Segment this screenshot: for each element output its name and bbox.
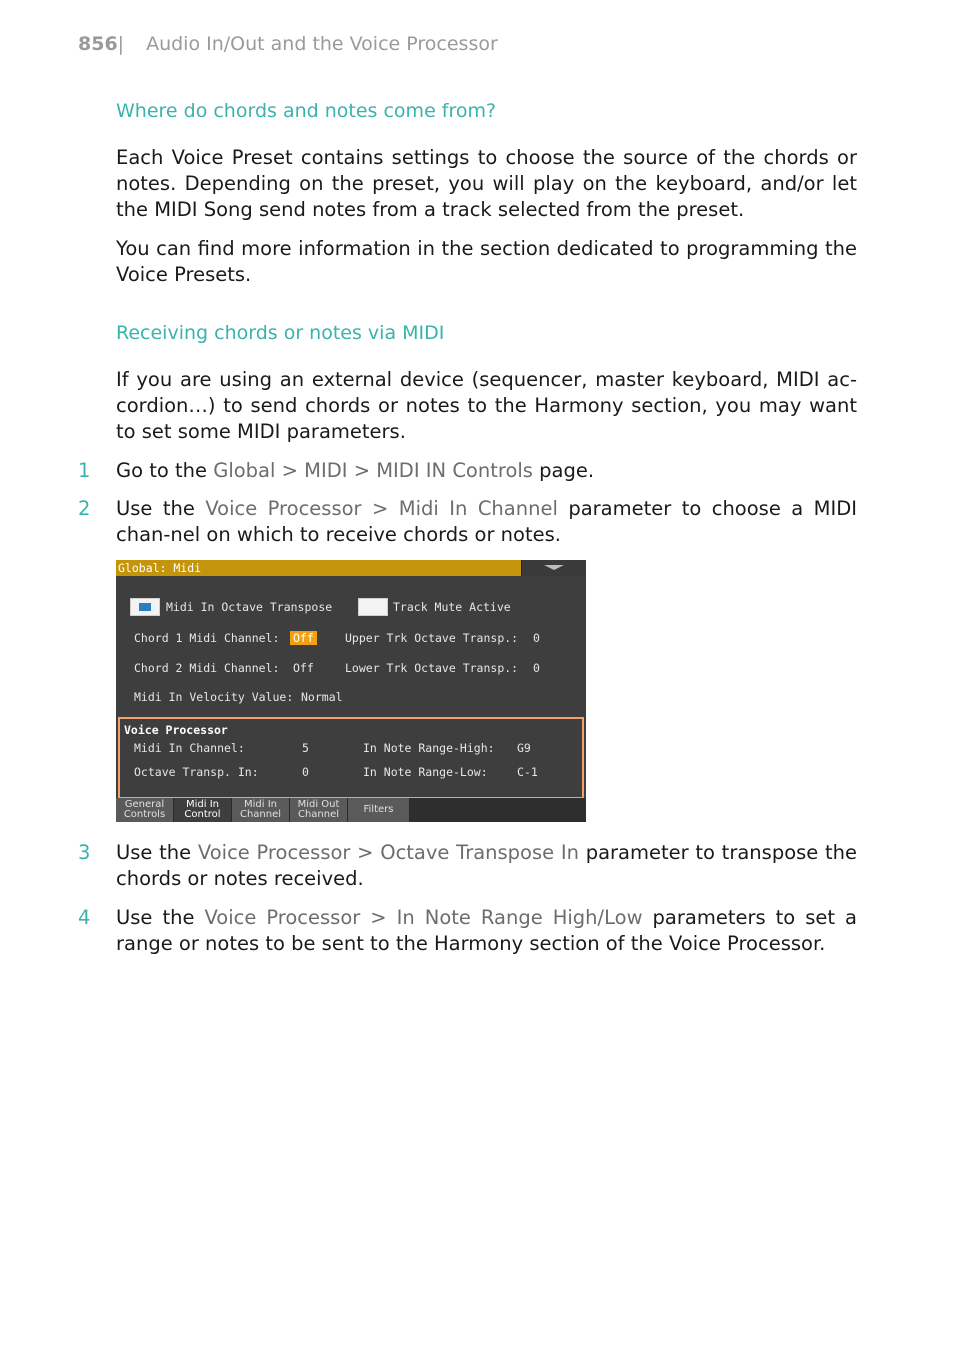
vp-note-range-high-label: In Note Range-High: [363, 741, 495, 755]
vp-note-range-high-value[interactable]: G9 [517, 741, 531, 755]
parameter-path: Voice Processor > Midi In Channel [205, 497, 558, 520]
midi-in-octave-transpose-checkbox[interactable] [130, 598, 160, 616]
lower-trk-octave-label: Lower Trk Octave Transp.: [345, 661, 519, 675]
step-text [116, 905, 857, 957]
vp-midi-in-channel-label: Midi In Channel: [134, 741, 245, 755]
parameter-path: Voice Processor > In Note Range High/Low [204, 906, 643, 929]
section-heading-chords-source: Where do chords and notes come from? [116, 100, 497, 122]
upper-trk-octave-label: Upper Trk Octave Transp.: [345, 631, 519, 645]
page-number: 856 [78, 33, 118, 55]
tab-label-line2: Controls [123, 809, 166, 820]
tab-label-line1: Midi Out [297, 799, 340, 810]
chevron-down-icon [544, 565, 564, 570]
step-number: 2 [78, 497, 91, 520]
display-title: Global: Midi [118, 561, 202, 575]
chapter-title: Audio In/Out and the Voice Processor [146, 33, 498, 55]
chord2-midi-channel-label: Chord 2 Midi Channel: [134, 661, 280, 675]
voice-processor-title: Voice Processor [124, 723, 228, 737]
tab-midi-out-channel[interactable] [290, 798, 348, 822]
step-text-pre: Use the [116, 906, 205, 929]
tab-label-line2: Control [184, 809, 221, 820]
tab-filters[interactable] [348, 798, 410, 822]
paragraph-external-device: If you are using an external device (sequencer, master keyboard, MIDI ac-cordion…) to send chords or notes to the Harmony section, you may want to set some MIDI parameters. [116, 368, 857, 443]
step-text-pre: Use the [116, 841, 198, 864]
display-tab-bar [116, 798, 586, 822]
vp-midi-in-channel-value[interactable]: 5 [302, 741, 309, 755]
midi-in-octave-transpose-label: Midi In Octave Transpose [166, 600, 333, 614]
vp-note-range-low-label: In Note Range-Low: [363, 765, 488, 779]
step-text-post: parameter to choose a MIDI chan-nel on which to receive chords or notes. [116, 497, 857, 546]
midi-in-velocity-label: Midi In Velocity Value: [134, 690, 294, 704]
tab-midi-in-channel[interactable] [232, 798, 290, 822]
step-number: 3 [78, 841, 91, 864]
step-text-post: parameters to set a range or notes to be sent to the Harmony section of the Voice Processor. [116, 906, 857, 955]
track-mute-active-checkbox[interactable] [358, 598, 388, 616]
step-text-pre: Go to the [116, 459, 214, 482]
tab-general-controls[interactable] [116, 798, 174, 822]
tab-label-line2: Channel [239, 809, 282, 820]
midi-in-velocity-value[interactable]: Normal [301, 690, 343, 704]
global-midi-display-screenshot [116, 560, 586, 822]
checkbox-checked-mark [139, 603, 151, 611]
step-number: 4 [78, 906, 91, 929]
step-text [116, 496, 857, 548]
lower-trk-octave-value[interactable]: 0 [533, 661, 540, 675]
vp-octave-transp-label: Octave Transp. In: [134, 765, 259, 779]
tab-label-line1: Midi In [186, 799, 219, 810]
paragraph-voice-preset-source: Each Voice Preset contains settings to choose the source of the chords or notes. Depending on the preset, you will play on the keyboard, and/or let the MIDI Song send notes from a track selected from the preset. [116, 146, 857, 221]
display-title-bar [116, 560, 586, 576]
voice-processor-panel [118, 717, 584, 799]
chord1-midi-channel-label: Chord 1 Midi Channel: [134, 631, 280, 645]
tab-label-line2: Channel [297, 809, 340, 820]
tab-label-line1: Midi In [244, 799, 277, 810]
tab-label-line1: General [124, 799, 165, 810]
parameter-path: Global > MIDI > MIDI IN Controls [213, 459, 533, 482]
step-number: 1 [78, 459, 91, 482]
track-mute-active-label: Track Mute Active [393, 600, 511, 614]
page-menu-button[interactable] [521, 560, 586, 576]
page-header [78, 33, 498, 55]
step-text [116, 840, 857, 892]
step-text [116, 458, 857, 484]
chord1-midi-channel-value[interactable]: Off [290, 631, 317, 645]
upper-trk-octave-value[interactable]: 0 [533, 631, 540, 645]
header-separator: | [117, 33, 125, 55]
vp-note-range-low-value[interactable]: C-1 [517, 765, 538, 779]
parameter-path: Voice Processor > Octave Transpose In [197, 841, 579, 864]
section-heading-midi: Receiving chords or notes via MIDI [116, 322, 445, 344]
step-text-pre: Use the [116, 497, 206, 520]
paragraph-more-info: You can find more information in the section dedicated to programming the Voice Presets. [116, 237, 857, 286]
tab-label: Filters [363, 804, 394, 815]
step-text-post: page. [532, 459, 595, 482]
tab-midi-in-control[interactable] [174, 798, 232, 822]
step-text-post: parameter to transpose the chords or notes received. [116, 841, 858, 890]
vp-octave-transp-value[interactable]: 0 [302, 765, 309, 779]
chord2-midi-channel-value[interactable]: Off [293, 661, 314, 675]
